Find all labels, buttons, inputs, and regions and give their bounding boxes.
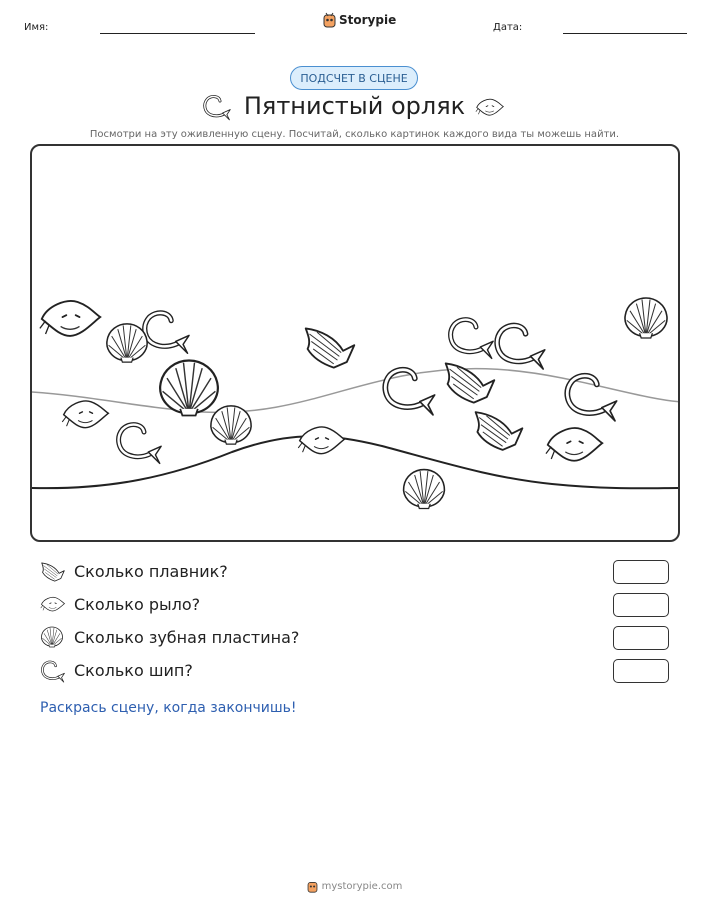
- answer-box[interactable]: [613, 560, 669, 584]
- snout-icon: [546, 428, 602, 461]
- snout-icon: [62, 401, 108, 428]
- question-text: Сколько зубная пластина?: [74, 628, 300, 647]
- name-label: Имя:: [24, 22, 49, 33]
- spine-icon: [497, 325, 545, 369]
- coloring-note: Раскрась сцену, когда закончишь!: [40, 700, 297, 716]
- question-row: [40, 659, 670, 685]
- site-url[interactable]: mystorypie.com: [321, 881, 403, 892]
- fin-icon: [40, 560, 66, 584]
- tooth-plate-icon: [160, 361, 218, 416]
- question-text: Сколько рыло?: [74, 595, 201, 614]
- instructions: Посмотри на эту оживленную сцену. Посчитай, сколько картинок каждого вида ты можешь найти.: [89, 129, 620, 140]
- snout-icon: [475, 96, 505, 118]
- spine-icon: [451, 320, 494, 359]
- spine-icon: [40, 659, 66, 683]
- tooth-plate-icon: [107, 324, 147, 362]
- date-line[interactable]: [563, 33, 687, 34]
- fin-icon: [306, 328, 355, 367]
- answer-box[interactable]: [613, 659, 669, 683]
- snout-icon: [40, 593, 66, 615]
- counting-scene: [30, 144, 680, 542]
- name-line[interactable]: [100, 33, 255, 34]
- spine-icon: [385, 370, 434, 415]
- scene-illustration: [32, 146, 680, 542]
- answer-box[interactable]: [613, 626, 669, 650]
- tooth-plate-icon: [40, 626, 64, 648]
- snout-icon: [40, 301, 100, 336]
- brand-name: Storypie: [339, 13, 397, 27]
- storypie-logo-icon: [323, 12, 336, 28]
- tooth-plate-icon: [404, 470, 445, 509]
- question-row: [40, 593, 670, 619]
- snout-icon: [298, 427, 344, 454]
- question-text: Сколько шип?: [74, 661, 193, 680]
- site-footer: [0, 880, 709, 893]
- fin-icon: [476, 412, 523, 450]
- question-row: [40, 560, 670, 586]
- spine-icon: [145, 313, 189, 353]
- spine-icon: [567, 376, 616, 421]
- tooth-plate-icon: [625, 298, 667, 338]
- question-row: [40, 626, 670, 652]
- brand-logo: [323, 12, 396, 28]
- question-text: Сколько плавник?: [74, 562, 228, 581]
- category-badge: ПОДСЧЕТ В СЦЕНЕ: [290, 66, 418, 90]
- page-title: Пятнистый орляк: [243, 92, 466, 120]
- storypie-logo-icon: [307, 880, 318, 893]
- date-label: Дата:: [493, 22, 523, 33]
- tooth-plate-icon: [211, 406, 251, 444]
- answer-box[interactable]: [613, 593, 669, 617]
- spine-icon: [119, 425, 162, 464]
